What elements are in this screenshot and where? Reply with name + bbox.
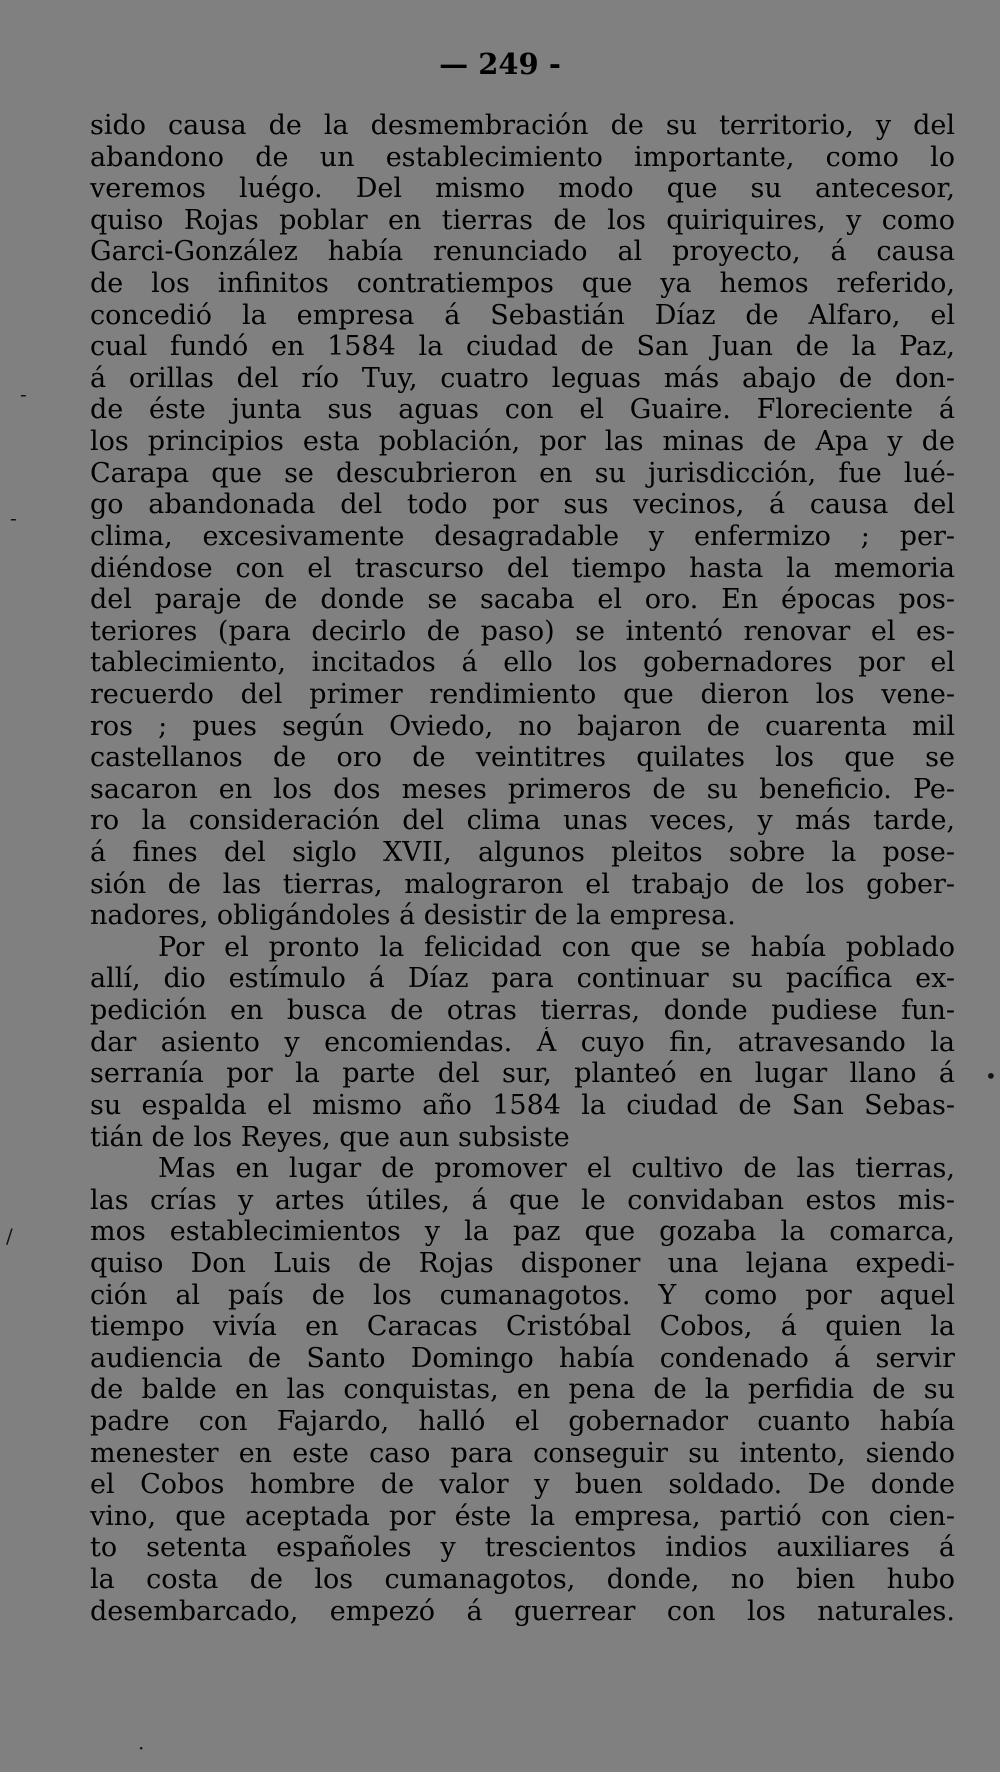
scan-speck: /: [6, 1224, 13, 1248]
text-line: cual fundó en 1584 la ciudad de San Juan de la Paz,: [90, 331, 955, 363]
text-line: de los infinitos contratiempos que ya hemos referido,: [90, 268, 955, 300]
text-line: los principios esta población, por las minas de Apa y de: [90, 426, 955, 458]
text-line: padre con Fajardo, halló el gobernador cuanto había: [90, 1405, 955, 1437]
text-line: sacaron en los dos meses primeros de su beneficio. Pe-: [90, 773, 955, 805]
text-line: desembarcado, empezó á guerrear con los naturales.: [90, 1595, 955, 1627]
text-line: las crías y artes útiles, á que le convidaban estos mis-: [90, 1184, 955, 1216]
text-line: sido causa de la desmembración de su territorio, y del: [90, 110, 955, 141]
text-line: la costa de los cumanagotos, donde, no bien hubo: [90, 1564, 955, 1596]
text-line: menester en este caso para conseguir su intento, siendo: [90, 1437, 955, 1469]
text-line: ción al país de los cumanagotos. Y como por aquel: [90, 1279, 955, 1311]
text-line: pedición en busca de otras tierras, donde pudiese fun-: [90, 995, 955, 1027]
text-line: concedió la empresa á Sebastián Díaz de Alfaro, el: [90, 299, 955, 331]
scan-speck: -: [20, 382, 27, 406]
body-text: [90, 110, 955, 1627]
text-line: tablecimiento, incitados á ello los gobernadores por el: [90, 647, 955, 679]
text-line: dar asiento y encomiendas. Á cuyo fin, atravesando la: [90, 1026, 955, 1058]
text-line: allí, dio estímulo á Díaz para continuar su pacífica ex-: [90, 963, 955, 995]
text-line: Por el pronto la felicidad con que se había poblado: [158, 931, 955, 963]
text-line: audiencia de Santo Domingo había condenado á servir: [90, 1342, 955, 1374]
text-line: el Cobos hombre de valor y buen soldado. De donde: [90, 1469, 955, 1501]
text-line: á fines del siglo XVII, algunos pleitos sobre la pose-: [90, 837, 955, 869]
text-line: castellanos de oro de veintitres quilates los que se: [90, 742, 955, 774]
text-line: vino, que aceptada por éste la empresa, partió con cien-: [90, 1500, 955, 1532]
scan-speck: •: [985, 1064, 997, 1088]
text-line: veremos luégo. Del mismo modo que su antecesor,: [90, 173, 955, 205]
text-line: to setenta españoles y trescientos indios auxiliares á: [90, 1532, 955, 1564]
text-line: quiso Don Luis de Rojas disponer una lejana expedi-: [90, 1247, 955, 1279]
text-line: á orillas del río Tuy, cuatro leguas más abajo de don-: [90, 362, 955, 394]
text-line: serranía por la parte del sur, planteó en lugar llano á: [90, 1058, 955, 1090]
text-line: de balde en las conquistas, en pena de la perfidia de su: [90, 1374, 955, 1406]
scan-speck: -: [10, 506, 17, 530]
text-line: clima, excesivamente desagradable y enfermizo ; per-: [90, 520, 955, 552]
text-line: ro la consideración del clima unas veces, y más tarde,: [90, 805, 955, 837]
text-line: quiso Rojas poblar en tierras de los quiriquires, y como: [90, 204, 955, 236]
text-line: tiempo vivía en Caracas Cristóbal Cobos, á quien la: [90, 1311, 955, 1343]
text-line: Garci-González había renunciado al proyecto, á causa: [90, 236, 955, 268]
text-line: mos establecimientos y la paz que gozaba la comarca,: [90, 1216, 955, 1248]
text-line: ros ; pues según Oviedo, no bajaron de cuarenta mil: [90, 710, 955, 742]
text-line: sión de las tierras, malograron el trabajo de los gober-: [90, 868, 955, 900]
scan-speck: ·: [138, 1736, 145, 1760]
text-line: diéndose con el trascurso del tiempo hasta la memoria: [90, 552, 955, 584]
page-number: — 249 -: [439, 47, 561, 81]
text-line: tián de los Reyes, que aun subsiste: [90, 1121, 570, 1153]
text-line: de éste junta sus aguas con el Guaire. Floreciente á: [90, 394, 955, 426]
text-line: nadores, obligándoles á desistir de la empresa.: [90, 900, 736, 932]
text-line: su espalda el mismo año 1584 la ciudad de San Sebas-: [90, 1089, 955, 1121]
text-line: Carapa que se descubrieron en su jurisdicción, fue lué-: [90, 457, 955, 489]
text-line: teriores (para decirlo de paso) se intentó renovar el es-: [90, 615, 955, 647]
text-line: abandono de un establecimiento importante, como lo: [90, 141, 955, 173]
text-line: Mas en lugar de promover el cultivo de las tierras,: [158, 1153, 955, 1185]
text-line: del paraje de donde se sacaba el oro. En épocas pos-: [90, 584, 955, 616]
text-line: recuerdo del primer rendimiento que dieron los vene-: [90, 678, 955, 710]
text-line: go abandonada del todo por sus vecinos, á causa del: [90, 489, 955, 521]
